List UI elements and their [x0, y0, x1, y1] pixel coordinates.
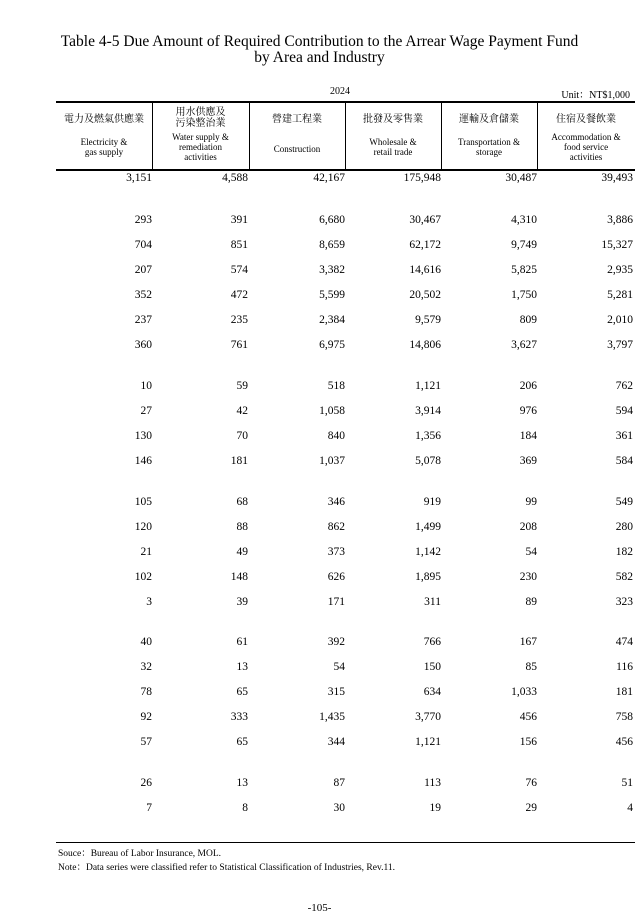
table-cell: 634 — [423, 686, 441, 698]
table-cell: 68 — [236, 496, 248, 508]
table-cell: 315 — [327, 686, 345, 698]
table-cell: 235 — [230, 314, 248, 326]
table-cell: 89 — [525, 596, 537, 608]
table-cell: 150 — [423, 661, 441, 673]
column-header-en: activities — [569, 152, 603, 162]
table-cell: 574 — [230, 264, 248, 276]
table-title-line2: by Area and Industry — [254, 49, 385, 66]
table-cell: 13 — [236, 661, 248, 673]
table-cell: 594 — [615, 405, 633, 417]
column-header-en: retail trade — [373, 147, 413, 157]
table-row — [56, 235, 635, 255]
column-header-zh: 電力及燃氣供應業 — [64, 114, 144, 125]
table-cell: 14,616 — [409, 264, 441, 276]
table-cell: 59 — [236, 380, 248, 392]
table-cell: 346 — [327, 496, 345, 508]
table-title-line1: Table 4-5 Due Amount of Required Contribution to the Arrear Wage Payment Fund — [60, 33, 579, 50]
table-cell: 167 — [519, 636, 537, 648]
table-row — [56, 376, 635, 396]
table-row — [56, 632, 635, 652]
table-cell: 549 — [615, 496, 633, 508]
table-cell: 3,770 — [415, 711, 441, 723]
table-row — [56, 285, 635, 305]
column-header-en: Construction — [273, 144, 321, 154]
table-cell: 26 — [140, 777, 152, 789]
table-cell: 30,487 — [505, 172, 537, 184]
table-cell: 184 — [519, 430, 537, 442]
column-divider — [152, 103, 153, 169]
table-cell: 116 — [616, 661, 633, 673]
table-cell: 99 — [525, 496, 537, 508]
table-cell: 919 — [423, 496, 441, 508]
table-cell: 39 — [236, 596, 248, 608]
table-row — [56, 492, 635, 512]
table-cell: 207 — [134, 264, 152, 276]
column-header-en: Wholesale & — [369, 137, 417, 147]
table-cell: 766 — [423, 636, 441, 648]
table-cell: 1,435 — [319, 711, 345, 723]
column-header-zh: 污染整治業 — [175, 118, 226, 129]
column-header-en: Electricity & — [80, 137, 128, 147]
year-label: 2024 — [330, 86, 350, 97]
table-cell: 30,467 — [409, 214, 441, 226]
table-cell: 474 — [615, 636, 633, 648]
table-cell: 113 — [424, 777, 441, 789]
table-cell: 360 — [134, 339, 152, 351]
table-row — [56, 426, 635, 446]
table-cell: 10 — [140, 380, 152, 392]
column-divider — [537, 103, 538, 169]
table-row — [56, 592, 635, 612]
table-cell: 840 — [327, 430, 345, 442]
table-cell: 9,579 — [415, 314, 441, 326]
column-divider — [441, 103, 442, 169]
column-header-en: activities — [184, 152, 217, 162]
table-cell: 156 — [519, 736, 537, 748]
table-row — [56, 335, 635, 355]
table-cell: 518 — [327, 380, 345, 392]
table-cell: 5,825 — [511, 264, 537, 276]
table-cell: 7 — [146, 802, 152, 814]
table-cell: 311 — [424, 596, 441, 608]
table-row — [56, 798, 635, 818]
table-cell: 3,914 — [415, 405, 441, 417]
table-cell: 361 — [615, 430, 633, 442]
table-row — [56, 567, 635, 587]
column-header — [345, 103, 441, 169]
column-header-zh: 用水供應及 — [175, 107, 226, 118]
table-cell: 20,502 — [409, 289, 441, 301]
table-cell: 456 — [519, 711, 537, 723]
table-cell: 51 — [621, 777, 633, 789]
column-header-en: gas supply — [84, 147, 124, 157]
table-cell: 5,281 — [607, 289, 633, 301]
column-header-en: remediation — [179, 142, 222, 152]
table-cell: 175,948 — [403, 172, 441, 184]
table-cell: 39,493 — [601, 172, 633, 184]
table-cell: 13 — [236, 777, 248, 789]
table-row — [56, 401, 635, 421]
table-cell: 42 — [236, 405, 248, 417]
table-cell: 206 — [519, 380, 537, 392]
table-row — [56, 168, 635, 188]
table-cell: 3,151 — [126, 172, 152, 184]
table-cell: 14,806 — [409, 339, 441, 351]
table-cell: 1,356 — [415, 430, 441, 442]
table-cell: 3 — [146, 596, 152, 608]
column-header-zh: 住宿及餐飲業 — [556, 114, 616, 125]
table-cell: 30 — [333, 802, 345, 814]
classification-note: Note：Data series were classified refer to Statistical Classification of Industries, Rev.11. — [58, 863, 395, 873]
table-cell: 280 — [615, 521, 633, 533]
unit-label: Unit：NT$1,000 — [561, 90, 630, 101]
table-row — [56, 682, 635, 702]
table-cell: 2,384 — [319, 314, 345, 326]
table-cell: 862 — [327, 521, 345, 533]
table-cell: 54 — [333, 661, 345, 673]
table-cell: 323 — [615, 596, 633, 608]
table-cell: 2,010 — [607, 314, 633, 326]
table-cell: 148 — [230, 571, 248, 583]
table-cell: 704 — [134, 239, 152, 251]
table-row — [56, 310, 635, 330]
table-cell: 758 — [615, 711, 633, 723]
table-cell: 1,033 — [511, 686, 537, 698]
column-header — [152, 103, 249, 169]
column-header-zh: 營建工程業 — [272, 114, 322, 125]
column-header-en: Transportation & — [458, 137, 520, 147]
column-header-zh: 運輸及倉儲業 — [459, 114, 519, 125]
table-cell: 49 — [236, 546, 248, 558]
table-row — [56, 517, 635, 537]
column-header-en: Water supply & — [172, 132, 229, 142]
table-cell: 88 — [236, 521, 248, 533]
column-header — [537, 103, 635, 169]
table-cell: 29 — [525, 802, 537, 814]
table-cell: 582 — [615, 571, 633, 583]
table-row — [56, 542, 635, 562]
table-cell: 626 — [327, 571, 345, 583]
table-cell: 851 — [230, 239, 248, 251]
column-header — [56, 103, 152, 169]
table-cell: 3,382 — [319, 264, 345, 276]
table-cell: 3,886 — [607, 214, 633, 226]
table-cell: 584 — [615, 455, 633, 467]
table-cell: 392 — [327, 636, 345, 648]
column-divider — [249, 103, 250, 169]
table-cell: 65 — [236, 736, 248, 748]
table-cell: 1,121 — [415, 380, 441, 392]
table-cell: 5,599 — [319, 289, 345, 301]
table-row — [56, 260, 635, 280]
table-row — [56, 210, 635, 230]
table-cell: 4,310 — [511, 214, 537, 226]
table-cell: 4 — [627, 802, 633, 814]
table-cell: 369 — [519, 455, 537, 467]
table-cell: 78 — [140, 686, 152, 698]
table-cell: 171 — [327, 596, 345, 608]
table-cell: 120 — [134, 521, 152, 533]
table-cell: 130 — [134, 430, 152, 442]
table-cell: 1,750 — [511, 289, 537, 301]
table-cell: 42,167 — [313, 172, 345, 184]
table-cell: 8,659 — [319, 239, 345, 251]
table-cell: 208 — [519, 521, 537, 533]
table-cell: 40 — [140, 636, 152, 648]
table-cell: 1,895 — [415, 571, 441, 583]
table-cell: 2,935 — [607, 264, 633, 276]
table-row — [56, 451, 635, 471]
table-cell: 230 — [519, 571, 537, 583]
table-row — [56, 707, 635, 727]
table-cell: 4,588 — [222, 172, 248, 184]
table-row — [56, 773, 635, 793]
table-cell: 32 — [140, 661, 152, 673]
page-number: -105- — [307, 902, 332, 914]
table-cell: 344 — [327, 736, 345, 748]
table-cell: 1,058 — [319, 405, 345, 417]
table-cell: 6,680 — [319, 214, 345, 226]
column-divider — [345, 103, 346, 169]
table-cell: 809 — [519, 314, 537, 326]
table-cell: 3,797 — [607, 339, 633, 351]
table-row — [56, 657, 635, 677]
table-cell: 70 — [236, 430, 248, 442]
table-row — [56, 732, 635, 752]
table-cell: 1,499 — [415, 521, 441, 533]
table-cell: 85 — [525, 661, 537, 673]
table-cell: 54 — [525, 546, 537, 558]
table-cell: 391 — [230, 214, 248, 226]
table-cell: 6,975 — [319, 339, 345, 351]
table-cell: 456 — [615, 736, 633, 748]
table-cell: 19 — [429, 802, 441, 814]
table-cell: 181 — [230, 455, 248, 467]
table-cell: 87 — [333, 777, 345, 789]
table-cell: 9,749 — [511, 239, 537, 251]
column-header-en: storage — [476, 147, 502, 157]
column-header-en: food service — [563, 142, 609, 152]
table-cell: 15,327 — [601, 239, 633, 251]
table-cell: 92 — [140, 711, 152, 723]
column-header-zh: 批發及零售業 — [363, 114, 423, 125]
table-cell: 373 — [327, 546, 345, 558]
table-cell: 61 — [236, 636, 248, 648]
table-cell: 472 — [230, 289, 248, 301]
table-cell: 237 — [134, 314, 152, 326]
table-cell: 762 — [615, 380, 633, 392]
table-cell: 62,172 — [409, 239, 441, 251]
table-cell: 21 — [140, 546, 152, 558]
table-cell: 8 — [242, 802, 248, 814]
source-note: Souce：Bureau of Labor Insurance, MOL. — [58, 849, 222, 859]
table-cell: 1,142 — [415, 546, 441, 558]
table-cell: 5,078 — [415, 455, 441, 467]
table-cell: 102 — [134, 571, 152, 583]
table-cell: 333 — [230, 711, 248, 723]
table-cell: 293 — [134, 214, 152, 226]
table-cell: 146 — [134, 455, 152, 467]
table-cell: 1,037 — [319, 455, 345, 467]
table-cell: 352 — [134, 289, 152, 301]
table-cell: 181 — [615, 686, 633, 698]
column-header — [441, 103, 537, 169]
table-cell: 1,121 — [415, 736, 441, 748]
table-cell: 976 — [519, 405, 537, 417]
table-cell: 3,627 — [511, 339, 537, 351]
table-cell: 76 — [525, 777, 537, 789]
table-cell: 57 — [140, 736, 152, 748]
table-cell: 65 — [236, 686, 248, 698]
table-cell: 182 — [615, 546, 633, 558]
table-cell: 105 — [134, 496, 152, 508]
table-cell: 27 — [140, 405, 152, 417]
column-header-en: Accommodation & — [551, 132, 621, 142]
table-bottom-rule — [56, 842, 635, 843]
table-cell: 761 — [230, 339, 248, 351]
column-header — [249, 103, 345, 169]
